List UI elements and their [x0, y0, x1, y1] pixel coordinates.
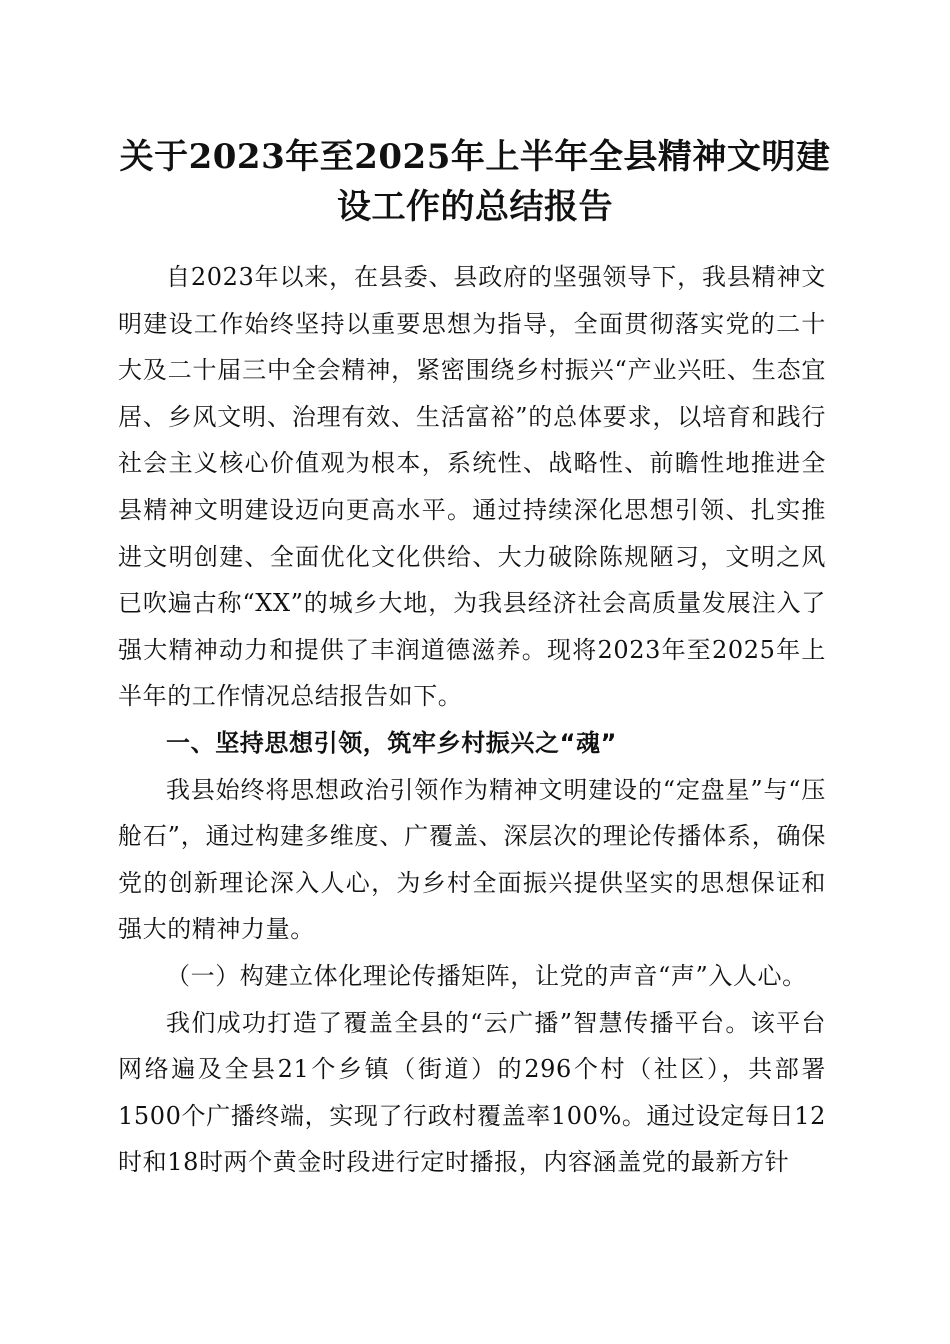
section-heading-1: 一、坚持思想引领，筑牢乡村振兴之“魂” — [166, 728, 617, 757]
subsection-heading-1: （一）构建立体化理论传播矩阵，让党的声音“声”入人心。 — [166, 961, 807, 990]
document-body — [118, 254, 826, 1186]
section-1-paragraph: 我县始终将思想政治引领作为精神文明建设的“定盘星”与“压舱石”，通过构建多维度、广覆盖、深层次的理论传播体系，确保党的创新理论深入人心，为乡村全面振兴提供坚实的思想保证和强大的精神力量。 — [118, 775, 826, 944]
intro-paragraph: 自2023年以来，在县委、县政府的坚强领导下，我县精神文明建设工作始终坚持以重要思想为指导，全面贯彻落实党的二十大及二十届三中全会精神，紧密围绕乡村振兴“产业兴旺、生态宜居、乡风文明、治理有效、生活富裕”的总体要求，以培育和践行社会主义核心价值观为根本，系统性、战略性、前瞻性地推进全县精神文明建设迈向更高水平。通过持续深化思想引领、扎实推进文明创建、全面优化文化供给、大力破除陈规陋习，文明之风已吹遍古称“XX”的城乡大地，为我县经济社会高质量发展注入了强大精神动力和提供了丰润道德滋养。现将2023年至2025年上半年的工作情况总结报告如下。 — [118, 263, 826, 711]
document-title: 关于2023年至2025年上半年全县精神文明建设工作的总结报告 — [119, 137, 831, 227]
subsection-1-paragraph: 我们成功打造了覆盖全县的“云广播”智慧传播平台。该平台网络遍及全县21个乡镇（街道）的296个村（社区），共部署1500个广播终端，实现了行政村覆盖率100%。通过设定每日12时和18时两个黄金时段进行定时播报，内容涵盖党的最新方针 — [118, 1008, 826, 1177]
